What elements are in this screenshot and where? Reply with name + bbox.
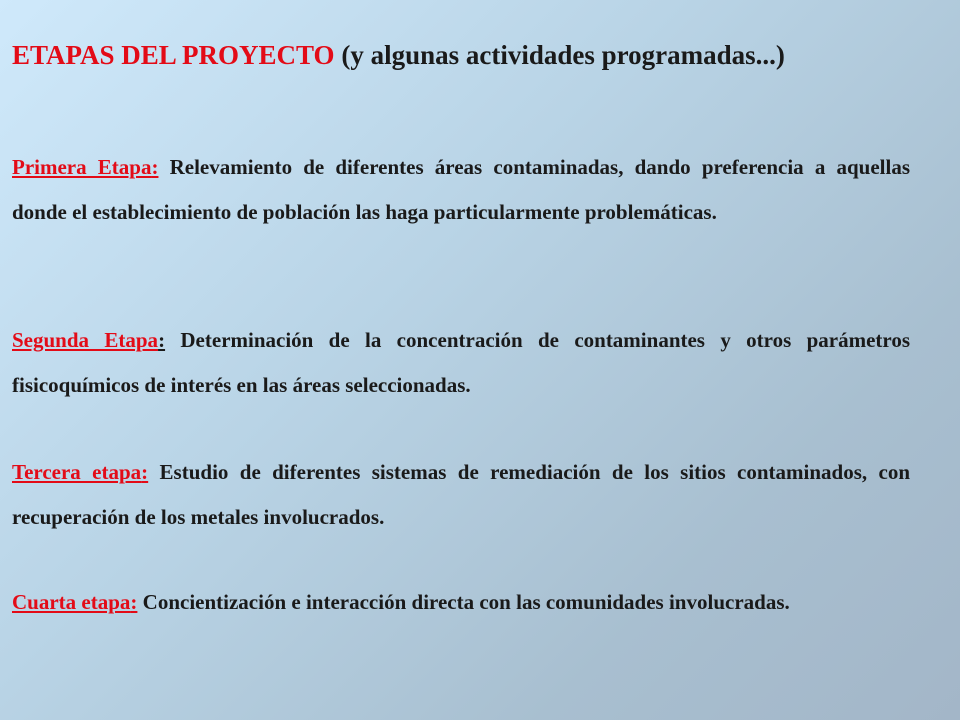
stage-colon: : — [130, 590, 138, 614]
stage-description: Relevamiento de diferentes áreas contaminadas, dando preferencia a aquellas donde el establecimiento de población las haga particularmente problemáticas. — [12, 155, 910, 224]
stage-fourth — [12, 580, 910, 625]
stage-label: Segunda Etapa — [12, 328, 159, 352]
stage-description: Concientización e interacción directa con las comunidades involucradas. — [137, 590, 790, 614]
stage-third — [12, 450, 910, 540]
stage-first — [12, 145, 910, 235]
stage-colon: : — [158, 328, 166, 352]
stage-colon: : — [151, 155, 159, 179]
slide-title — [12, 40, 942, 71]
title-subtitle: (y algunas actividades programadas...) — [334, 40, 785, 70]
stage-label: Tercera etapa — [12, 460, 142, 484]
stage-description: Determinación de la concentración de contaminantes y otros parámetros fisicoquímicos de interés en las áreas seleccionadas. — [12, 328, 911, 397]
stage-second — [12, 318, 910, 408]
title-accent: ETAPAS DEL PROYECTO — [12, 40, 335, 70]
stage-label: Primera Etapa — [12, 155, 152, 179]
stage-label: Cuarta etapa — [12, 590, 131, 614]
stage-colon: : — [141, 460, 149, 484]
stage-description: Estudio de diferentes sistemas de remediación de los sitios contaminados, con recuperación de los metales involucrados. — [12, 460, 911, 529]
